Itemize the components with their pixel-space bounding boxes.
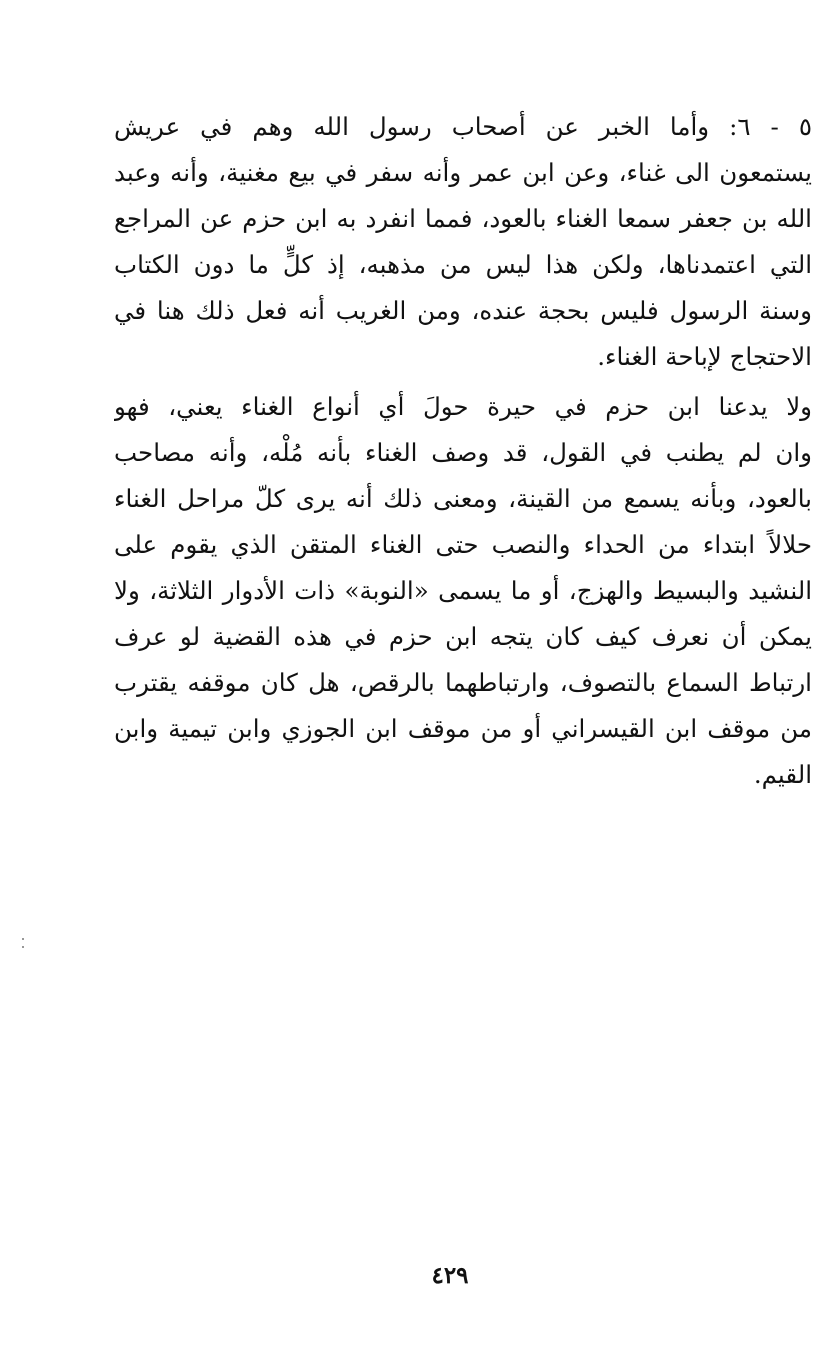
scan-speck bbox=[22, 946, 24, 948]
paragraph-2-line: يمكن أن نعرف كيف كان يتجه ابن حزم في هذه القضية لو عرف bbox=[114, 622, 812, 651]
paragraph-1-line: الله بن جعفر سمعا الغناء بالعود، فمما انفرد به ابن حزم عن المراجع bbox=[114, 204, 812, 233]
paragraph-1-line: ٥ - ٦: وأما الخبر عن أصحاب رسول الله وهم في عريش bbox=[114, 112, 812, 141]
paragraph-2-line: بالعود، وبأنه يسمع من القينة، ومعنى ذلك أنه يرى كلّ مراحل الغناء bbox=[114, 484, 812, 513]
paragraph-1 bbox=[114, 104, 812, 380]
paragraph-2-line: ارتباط السماع بالتصوف، وارتباطهما بالرقص، هل كان موقفه يقترب bbox=[114, 668, 812, 697]
paragraph-2-line: النشيد والبسيط والهزج، أو ما يسمى «النوبة» ذات الأدوار الثلاثة، ولا bbox=[114, 576, 812, 605]
paragraph-1-line: وسنة الرسول فليس بحجة عنده، ومن الغريب أنه فعل ذلك هنا في bbox=[114, 296, 812, 325]
paragraph-2-line: حلالاً ابتداء من الحداء والنصب حتى الغناء المتقن الذي يقوم على bbox=[114, 530, 812, 559]
page-number: ٤٢٩ bbox=[431, 1262, 469, 1289]
scan-speck bbox=[22, 938, 24, 940]
paragraph-2-line: القيم. bbox=[753, 760, 812, 789]
paragraph-2 bbox=[114, 384, 812, 798]
paragraph-1-line: يستمعون الى غناء، وعن ابن عمر وأنه سفر في بيع مغنية، وأنه وعبد bbox=[114, 158, 812, 187]
paragraph-2-line: من موقف ابن القيسراني أو من موقف ابن الجوزي وابن تيمية وابن bbox=[114, 714, 812, 743]
paragraph-1-line: التي اعتمدناها، ولكن هذا ليس من مذهبه، إذ كلٍّ ما دون الكتاب bbox=[114, 250, 812, 279]
paragraph-1-line: الاحتجاج لإباحة الغناء. bbox=[597, 342, 812, 371]
paragraph-2-line: ولا يدعنا ابن حزم في حيرة حولَ أي أنواع الغناء يعني، فهو bbox=[114, 392, 812, 421]
paragraph-2-line: وان لم يطنب في القول، قد وصف الغناء بأنه مُلْه، وأنه مصاحب bbox=[114, 438, 812, 467]
